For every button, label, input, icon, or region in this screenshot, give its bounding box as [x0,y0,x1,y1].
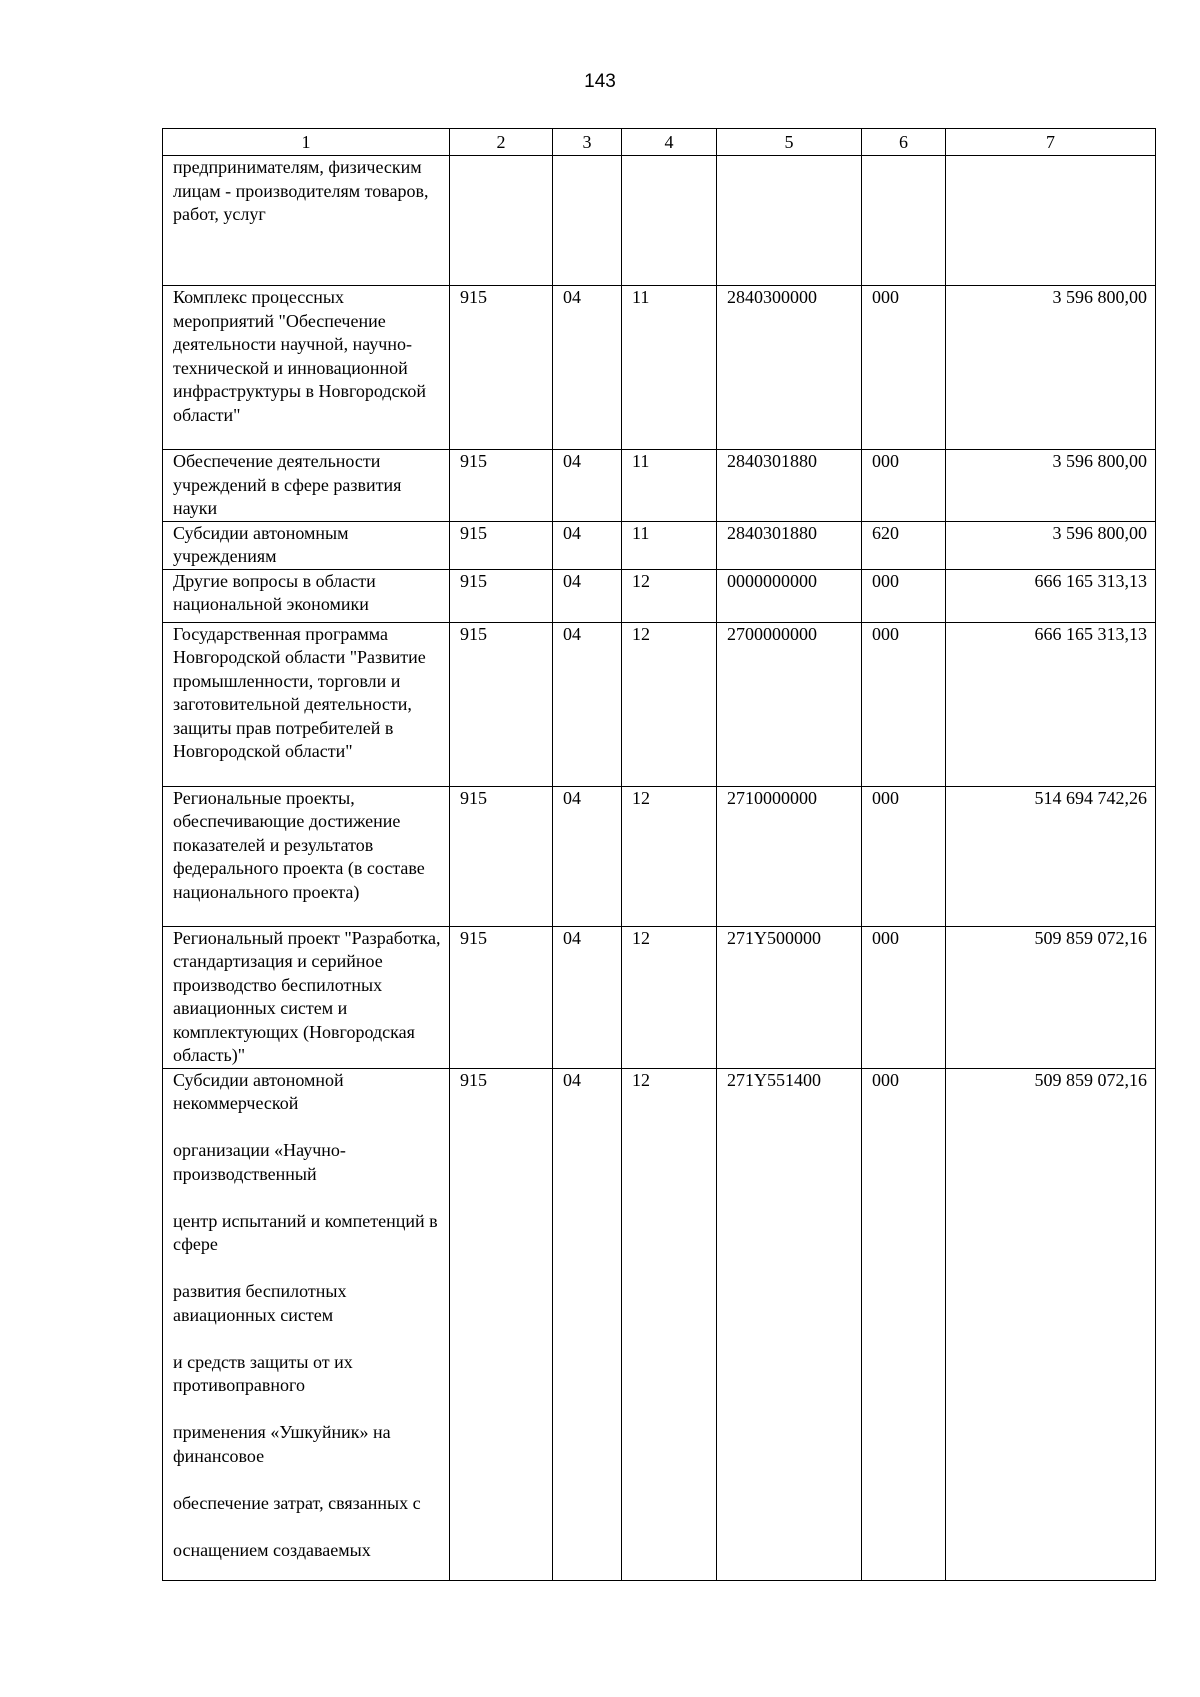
column-number-row [163,129,1156,156]
target-article-cell [717,156,862,286]
table-row [163,786,1156,926]
target-article-cell: 271Y500000 [717,926,862,1068]
description-paragraph: Субсидии автономной некоммерческой [173,1069,344,1113]
expense-type-cell: 000 [862,926,946,1068]
subsection-code-cell: 12 [622,622,717,786]
admin-code-cell: 915 [450,1068,553,1580]
expense-type-cell [862,156,946,286]
target-article-cell: 271Y551400 [717,1068,862,1580]
table-row [163,1068,1156,1580]
subsection-code-cell [622,156,717,286]
description-paragraph: предпринимателям, физическим лицам - производителям товаров, работ, услуг [173,157,429,224]
expense-type-cell: 000 [862,786,946,926]
amount-cell: 3 596 800,00 [946,450,1156,522]
description-paragraph: оснащением создаваемых [173,1539,371,1560]
table-row [163,926,1156,1068]
row-description [163,622,450,786]
subsection-code-cell: 12 [622,569,717,622]
column-header: 7 [946,129,1156,156]
expense-type-cell: 620 [862,521,946,569]
description-paragraph: центр испытаний и компетенций в сфере [173,1210,438,1254]
target-article-cell: 2840300000 [717,286,862,450]
expense-type-cell: 000 [862,569,946,622]
section-code-cell [553,156,622,286]
admin-code-cell: 915 [450,569,553,622]
row-description [163,1068,450,1580]
description-paragraph: Субсидии автономным учреждениям [173,522,349,566]
section-code-cell: 04 [553,926,622,1068]
amount-cell: 509 859 072,16 [946,926,1156,1068]
section-code-cell: 04 [553,569,622,622]
description-paragraph: Обеспечение деятельности учреждений в сфере развития науки [173,451,402,518]
row-description [163,926,450,1068]
target-article-cell: 2710000000 [717,786,862,926]
target-article-cell: 2840301880 [717,450,862,522]
description-paragraph: Государственная программа Новгородской области "Развитие промышленности, торговли и заготовительной деятельности, защиты прав потребителей в Новгородской области" [173,623,426,761]
table-row [163,521,1156,569]
target-article-cell: 2700000000 [717,622,862,786]
table-row [163,156,1156,286]
row-description [163,786,450,926]
admin-code-cell: 915 [450,286,553,450]
amount-cell: 666 165 313,13 [946,622,1156,786]
subsection-code-cell: 11 [622,286,717,450]
target-article-cell: 0000000000 [717,569,862,622]
section-code-cell: 04 [553,1068,622,1580]
expense-type-cell: 000 [862,622,946,786]
admin-code-cell: 915 [450,786,553,926]
column-header: 6 [862,129,946,156]
admin-code-cell [450,156,553,286]
admin-code-cell: 915 [450,521,553,569]
column-header: 2 [450,129,553,156]
description-paragraph: обеспечение затрат, связанных с [173,1492,421,1513]
expense-type-cell: 000 [862,450,946,522]
target-article-cell: 2840301880 [717,521,862,569]
table-row [163,286,1156,450]
row-description [163,286,450,450]
table-row [163,450,1156,522]
description-paragraph: Региональный проект "Разработка, стандартизация и серийное производство беспилотных авиационных систем и комплектующих (Новгородская область)" [173,927,441,1065]
description-paragraph: применения «Ушкуйник» на финансовое [173,1422,391,1466]
description-paragraph: Комплекс процессных мероприятий "Обеспечение деятельности научной, научно-технической и инновационной инфраструктуры в Новгородской области" [173,287,427,425]
row-description [163,156,450,286]
table-row [163,569,1156,622]
section-code-cell: 04 [553,450,622,522]
subsection-code-cell: 12 [622,786,717,926]
section-code-cell: 04 [553,786,622,926]
amount-cell: 666 165 313,13 [946,569,1156,622]
description-paragraph: развития беспилотных авиационных систем [173,1281,347,1325]
admin-code-cell: 915 [450,622,553,786]
amount-cell: 514 694 742,26 [946,786,1156,926]
amount-cell [946,156,1156,286]
amount-cell: 3 596 800,00 [946,286,1156,450]
expense-type-cell: 000 [862,286,946,450]
column-header: 1 [163,129,450,156]
subsection-code-cell: 11 [622,521,717,569]
description-paragraph: Другие вопросы в области национальной экономики [173,570,376,614]
column-header: 5 [717,129,862,156]
column-header: 3 [553,129,622,156]
subsection-code-cell: 12 [622,926,717,1068]
row-description [163,569,450,622]
subsection-code-cell: 11 [622,450,717,522]
expense-type-cell: 000 [862,1068,946,1580]
column-header: 4 [622,129,717,156]
section-code-cell: 04 [553,521,622,569]
page-number: 143 [584,71,616,92]
section-code-cell: 04 [553,286,622,450]
table-row [163,622,1156,786]
amount-cell: 509 859 072,16 [946,1068,1156,1580]
section-code-cell: 04 [553,622,622,786]
description-paragraph: организации «Научно-производственный [173,1140,346,1184]
description-paragraph: и средств защиты от их противоправного [173,1351,353,1395]
amount-cell: 3 596 800,00 [946,521,1156,569]
budget-table [162,128,1156,1581]
row-description [163,450,450,522]
description-paragraph: Региональные проекты, обеспечивающие достижение показателей и результатов федерального проекта (в составе национального проекта) [173,787,425,902]
subsection-code-cell: 12 [622,1068,717,1580]
admin-code-cell: 915 [450,926,553,1068]
admin-code-cell: 915 [450,450,553,522]
row-description [163,521,450,569]
